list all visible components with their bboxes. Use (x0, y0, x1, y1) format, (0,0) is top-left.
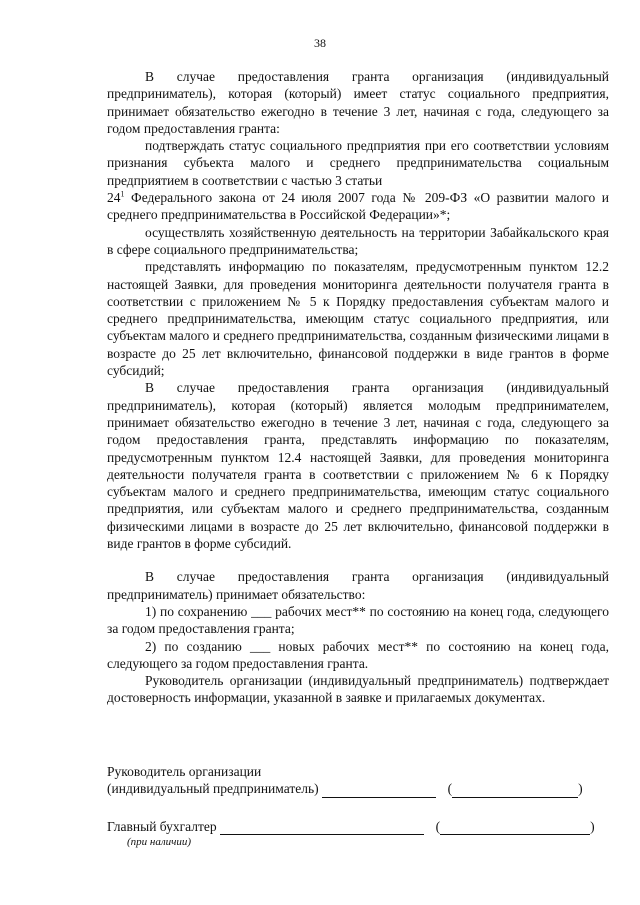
head-signature-line[interactable] (322, 783, 436, 798)
accountant-note: (при наличии) (127, 835, 192, 848)
head-name-line (452, 783, 578, 798)
law-text: Федерального закона от 24 июля 2007 года № 209-ФЗ «О развитии малого и среднего предпринимательства в Российской Федерации»*; (107, 190, 609, 223)
paragraph-federal-law (107, 189, 609, 224)
signature-block (107, 763, 609, 849)
accountant-label: Главный бухгалтер (107, 818, 217, 834)
document-body (107, 68, 609, 707)
law-article-number: 24 (107, 190, 121, 206)
paragraph-report-indicators: представлять информацию по показателям, предусмотренным пунктом 12.2 настоящей Заявки, для проведения мониторинга деятельности получателя гранта в соответствии с приложением № 5 к Порядку предоставления субъектам малого и среднего предпринимательства, имеющим статус социального предприятия, или субъектам малого и среднего предпринимательства, созданным физическими лицами в возрасте до 25 лет включительно, финансовой поддержки в виде грантов в форме субсидий; (107, 259, 609, 379)
head-name-field[interactable] (448, 780, 583, 797)
paragraph-obligation: В случае предоставления гранта организация (индивидуальный предприниматель) принимает обязательство: (107, 569, 609, 602)
spacer (107, 798, 609, 818)
paren-close: ) (578, 781, 583, 797)
head-signature-label-line2: (индивидуальный предприниматель) (107, 781, 319, 797)
paren-open: ( (447, 781, 453, 797)
accountant-name-line (440, 820, 590, 835)
paragraph-confirmation: Руководитель организации (индивидуальный предприниматель) подтверждает достоверность информации, указанной в заявке и прилагаемых документах. (107, 673, 609, 706)
paragraph-business-activity: осуществлять хозяйственную деятельность на территории Забайкальского края в сфере социального предпринимательства; (107, 224, 609, 257)
spacer (107, 552, 609, 568)
law-article-superscript: 1 (120, 189, 125, 199)
paragraph-young-entrepreneur: В случае предоставления гранта организация (индивидуальный предприниматель), которая (который) является молодым предпринимателем, принимает обязательство ежегодно в течение 3 лет, начиная с года, следующего за годом предоставления гранта, представлять информацию по показателям, предусмотренным пунктом 12.4 настоящей Заявки, для проведения мониторинга деятельности получателя гранта в соответствии с приложением № 6 к Порядку субъектам малого и среднего предпринимательства, имеющим статус социального предприятия, или субъектам малого и среднего предпринимательства, созданным физическими лицами в возрасте до 25 лет включительно, финансовой поддержки в виде грантов в форме субсидий. (107, 380, 609, 552)
accountant-name-field[interactable] (436, 818, 595, 835)
paren-close: ) (590, 818, 595, 834)
head-signature-label-line1: Руководитель организации (107, 764, 262, 779)
paragraph-social-enterprise: В случае предоставления гранта организация (индивидуальный предприниматель), которая (который) имеет статус социального предприятия, принимает обязательство ежегодно в течение 3 лет, начиная с года, следующего за годом предоставления гранта: (107, 69, 609, 136)
accountant-signature-row (107, 818, 609, 835)
paragraph-create-jobs: 2) по созданию ___ новых рабочих мест** по состоянию на конец года, следующего за годом предоставления гранта. (107, 638, 609, 671)
head-signature-row (107, 780, 609, 797)
paren-open: ( (435, 818, 441, 834)
paragraph-keep-jobs: 1) по сохранению ___ рабочих мест** по состоянию на конец года, следующего за годом предоставления гранта; (107, 603, 609, 637)
paragraph-confirm-status: подтверждать статус социального предприятия при его соответствии условиям признания субъекта малого и среднего предпринимательства социальным предприятием в соответствии с частью 3 статьи (107, 138, 609, 188)
accountant-signature-line[interactable] (220, 820, 424, 835)
page-number: 38 (314, 36, 326, 50)
